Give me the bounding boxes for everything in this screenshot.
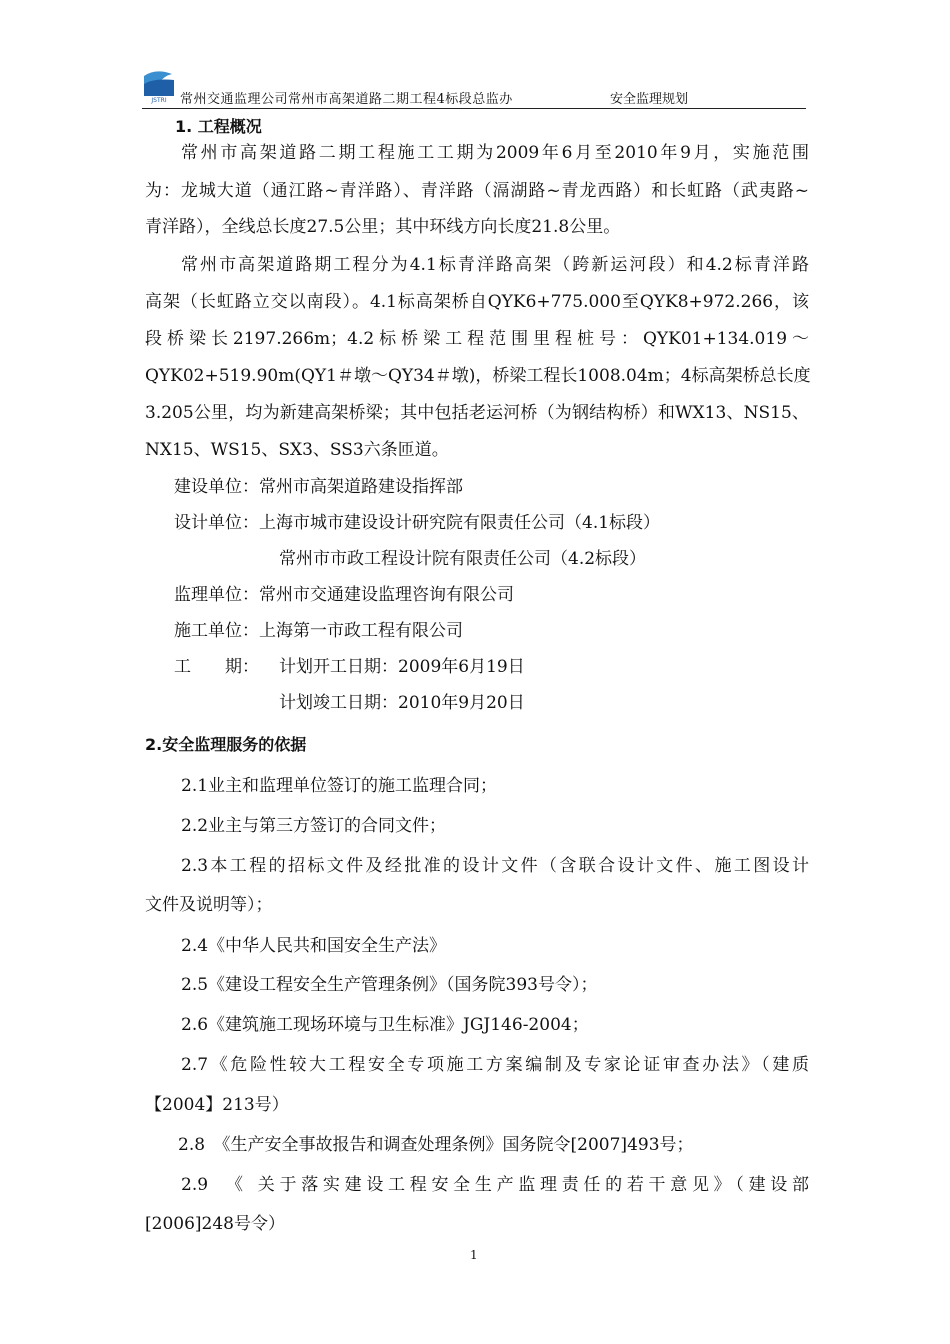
s1-p2-line5: 3.205公里，均为新建高架桥梁；其中包括老运河桥（为钢结构桥）和WX13、NS15、 [145,403,809,423]
basis-item-2-4: 2.4《中华人民共和国安全生产法》 [181,936,447,956]
s1-p1-line1: 常州市高架道路二期工程施工工期为2009年6月至2010年9月，实施范围 [181,143,809,163]
page-number: 1 [470,1248,478,1262]
s1-p2-line2: 高架（长虹路立交以南段）。4.1标高架桥自QYK6+775.000至QYK8+972.266，该 [145,292,809,312]
period-end: 计划竣工日期：2010年9月20日 [279,693,525,713]
basis-item-2-7-line1: 2.7《危险性较大工程安全专项施工方案编制及专家论证审查办法》（建质 [181,1055,809,1075]
basis-item-2-2: 2.2业主与第三方签订的合同文件； [181,816,447,836]
s1-p2-line1: 常州市高架道路期工程分为4.1标青洋路高架（跨新运河段）和4.2标青洋路 [181,255,809,275]
build-unit: 建设单位：常州市高架道路建设指挥部 [174,477,463,497]
basis-item-2-8: 2.8 《生产安全事故报告和调查处理条例》国务院令[2007]493号； [178,1135,694,1155]
design-unit-2: 常州市市政工程设计院有限责任公司（4.2标段） [279,549,647,569]
construction-unit: 施工单位：上海第一市政工程有限公司 [174,621,463,641]
basis-item-2-3-line2: 文件及说明等）； [145,895,273,915]
s1-p2-line6: NX15、WS15、SX3、SS3六条匝道。 [145,440,449,460]
supervision-unit: 监理单位：常州市交通建设监理咨询有限公司 [174,585,514,605]
basis-item-2-3-line1: 2.3本工程的招标文件及经批准的设计文件（含联合设计文件、施工图设计 [181,856,809,876]
basis-item-2-1: 2.1业主和监理单位签订的施工监理合同； [181,776,498,796]
s1-p2-line3: 段桥梁长2197.266m；4.2标桥梁工程范围里程桩号：QYK01+134.019～ [145,329,809,349]
basis-item-2-5: 2.5《建设工程安全生产管理条例》（国务院393号令）； [181,975,598,995]
basis-item-2-6: 2.6《建筑施工现场环境与卫生标准》JGJ146-2004； [181,1015,589,1035]
page-header [142,66,806,109]
period-label: 工 期： [174,657,259,677]
basis-item-2-9-line1: 2.9 《 关于落实建设工程安全生产监理责任的若干意见》（建设部 [181,1175,809,1195]
svg-text:JSTRI: JSTRI [151,97,167,104]
section1-title: 1. 工程概况 [175,117,262,136]
period-start: 计划开工日期：2009年6月19日 [279,657,525,677]
header-doc-title: 安全监理规划 [610,92,689,107]
s1-p1-line3: 青洋路），全线总长度27.5公里；其中环线方向长度21.8公里。 [145,217,621,237]
basis-item-2-7-line2: 【2004】213号） [145,1095,289,1115]
section2-title: 2.安全监理服务的依据 [145,735,307,754]
header-project-title: 常州交通监理公司常州市高架道路二期工程4标段总监办 [180,92,513,107]
design-unit-1: 设计单位：上海市城市建设设计研究院有限责任公司（4.1标段） [174,513,661,533]
company-logo [142,66,176,104]
s1-p1-line2: 为：龙城大道（通江路~青洋路）、青洋路（滆湖路~青龙西路）和长虹路（武夷路~ [145,181,809,201]
basis-item-2-9-line2: [2006]248号令） [145,1214,285,1234]
s1-p2-line4: QYK02+519.90m(QY1＃墩～QY34＃墩)，桥梁工程长1008.04m；4标高架桥总长度 [145,366,811,386]
